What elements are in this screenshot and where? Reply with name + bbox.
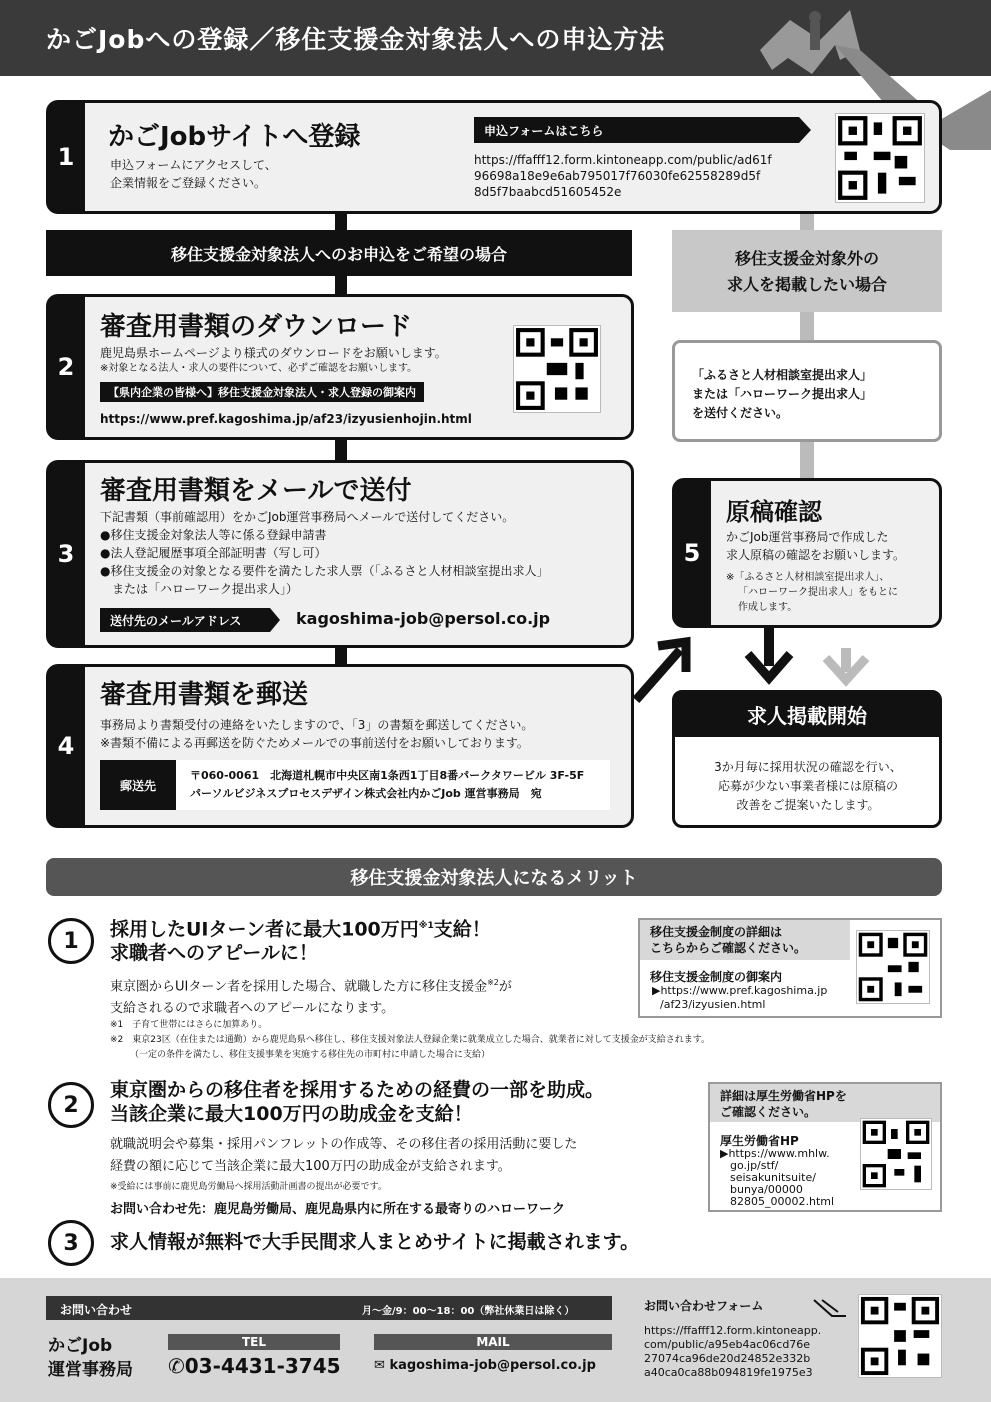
footer-form-label: お問い合わせフォーム [644,1299,764,1313]
step3-email[interactable]: kagoshima-job@persol.co.jp [296,609,551,628]
connector [335,440,347,462]
merit2-number: 2 [48,1082,94,1128]
step3-title: 審査用書類をメールで送付 [100,476,412,506]
step1-form-url[interactable]: https://ffafff12.form.kintoneapp.com/public/ad61f 96698a18e9e6ab795017f76030fe62558289d5f 8d5f7baabcd51605452e [474,153,772,199]
step5-number: 5 [673,479,711,627]
merit3-number: 3 [48,1220,94,1266]
step4-address: 〒060-0061 北海道札幌市中央区南1条西1丁目8番パークタワービル 3F-5F パーソルビジネスプロセスデザイン株式会社内かごJob 運営事務局 宛 [190,769,585,800]
step2-title: 審査用書類のダウンロード [100,312,413,342]
merit2-title: 東京圏からの移住者を採用するための経費の一部を助成。 当該企業に最大100万円の助成金を支給！ [110,1079,605,1125]
connector-gray [800,214,814,230]
page-title: かごJobへの登録／移住支援金対象法人への申込方法 [46,25,666,54]
mail-icon: ✉ [374,1358,385,1373]
merit2-card-url[interactable]: ▶https://www.mhlw. go.jp/stf/ seisakunitsuite/ bunya/00000 82805_00002.html [720,1147,835,1208]
step1-qr-code [835,113,925,203]
merit1-notes: ※1 子育て世帯にはさらに加算あり。 ※2 東京23区（在住または通勤）から鹿児島県へ移住し、移住支援対象法人登録企業に就業成立した場合、就業者に対して支援金が支給されます。 （一定の条件を満たし、移住支援事業を実施する移住先の市町村に申請した場合に支給） [110,1020,711,1060]
merit2-qr-code [860,1118,932,1190]
connector-gray [800,442,814,482]
merit1-number: 1 [48,918,94,964]
merit2-desc: 就職説明会や募集・採用パンフレットの作成等、その移住者の採用活動に要した 経費の額に応じて当該企業に最大100万円の助成金が支給されます。 [110,1137,578,1174]
step2-tag: 【県内企業の皆様へ】移住支援金対象法人・求人登録の御案内 [100,382,424,402]
merit2-note: ※受給には事前に鹿児島労働局へ採用活動計画書の提出が必要です。 [110,1182,387,1192]
merit1-qr-code [856,930,930,1004]
merit-bar: 移住支援金対象法人になるメリット [46,858,942,896]
merit1-card-url[interactable]: ▶https://www.pref.kagoshima.jp /af23/izyusien.html [652,984,828,1011]
footer-form-url[interactable]: https://ffafff12.form.kintoneapp. com/public/a95eb4ac06cd76e 27074ca96de20d24852e332b a40ca0ca88b094819fe1975e3 [644,1324,822,1379]
start-title: 求人掲載開始 [673,691,941,737]
step5-desc: かごJob運営事務局で作成した 求人原稿の確認をお願いします。 [726,530,906,562]
footer-hours: 月～金/9：00～18：00（弊社休業日は除く） [362,1306,575,1317]
step2-note: ※対象となる法人・求人の要件について、必ずご確認をお願いします。 [100,363,418,374]
step2-url[interactable]: https://www.pref.kagoshima.jp/af23/izyusienhojin.html [100,412,472,426]
step5-note: ※「ふるさと人材相談室提出求人」、 「ハローワーク提出求人」をもとに 作成します。 [726,572,898,613]
step1-title: かごJobサイトへ登録 [108,122,361,152]
step4-tag: 郵送先 [100,760,176,810]
merit2-card-head: 詳細は厚生労働省HPを ご確認ください。 [720,1089,847,1119]
step2-qr-code [513,325,601,413]
step3-email-tag-label: 送付先のメールアドレス [110,614,242,628]
start-desc: 3か月毎に採用状況の確認を行い、 応募が少ない事業者様には原稿の 改善をご提案いたします。 [714,760,902,812]
footer-mail[interactable]: ✉ kagoshima-job@persol.co.jp [374,1358,596,1373]
merit1-title: 採用したUIターン者に最大100万円$^{※1}$支給！ 求職者へのアピールに！ [110,918,491,965]
merit1-card-label: 移住支援金制度の御案内 [650,970,783,984]
right-note-text: 「ふるさと人材相談室提出求人」 または「ハローワーク提出求人」 を送付ください。 [692,368,873,420]
step3-desc: 下記書類（事前確認用）をかごJob運営事務局へメールで送付してください。 ●移住支援金対象法人等に係る登録申請書 ●法人登記履歴事項全部証明書（写し可） ●移住支援金の対象となる要件を満たした求人票（「ふるさと人材相談室提出求人」 または「ハローワーク提出求人」） [100,510,549,596]
arrow-down-icons [740,628,880,690]
step2-number: 2 [47,295,85,439]
step1-number: 1 [47,101,85,213]
merit3-title: 求人情報が無料で大手民間求人まとめサイトに掲載されます。 [110,1231,640,1253]
footer-qr-code [858,1294,942,1378]
merit1-desc: 東京圏からUIターン者を採用した場合、就職した方に移住支援金$^{※2}$が 支給されるので求職者へのアピールになります。 [110,978,512,1017]
connector [335,276,347,296]
footer-tel-label: TEL [168,1334,340,1350]
step1-desc: 申込フォームにアクセスして、 企業情報をご登録ください。 [110,158,277,190]
step4-number: 4 [47,665,85,827]
merit1-card-head: 移住支援金制度の詳細は こちらからご確認ください。 [650,925,807,955]
footer-contact-label: お問い合わせ [60,1303,133,1317]
connector-gray [800,312,814,342]
step5-title: 原稿確認 [726,498,822,526]
footer-mail-label: MAIL [374,1334,612,1350]
merit2-contact: お問い合わせ先：鹿児島労働局、鹿児島県内に所在する最寄りのハローワーク [110,1202,566,1217]
merit2-card-label: 厚生労働省HP [720,1134,799,1148]
double-arrow-icon [812,1298,848,1318]
step4-title: 審査用書類を郵送 [100,680,309,710]
banner-non-target: 移住支援金対象外の 求人を掲載したい場合 [672,230,942,312]
step1-form-tag-label: 申込フォームはこちら [484,124,604,138]
phone-icon: ✆ [168,1354,185,1378]
banner-target: 移住支援金対象法人へのお申込をご希望の場合 [46,230,632,276]
step3-number: 3 [47,461,85,647]
step4-note: ※書類不備による再郵送を防ぐためメールでの事前送付をお願いしております。 [100,736,529,750]
footer-org: かごJob 運営事務局 [48,1336,133,1380]
step2-desc: 鹿児島県ホームページより様式のダウンロードをお願いします。 [100,346,447,360]
connector [335,214,347,230]
step4-desc: 事務局より書類受付の連絡をいたしますので、「3」の書類を郵送してください。 [100,718,534,732]
footer-tel[interactable]: ✆03-4431-3745 [168,1354,341,1378]
